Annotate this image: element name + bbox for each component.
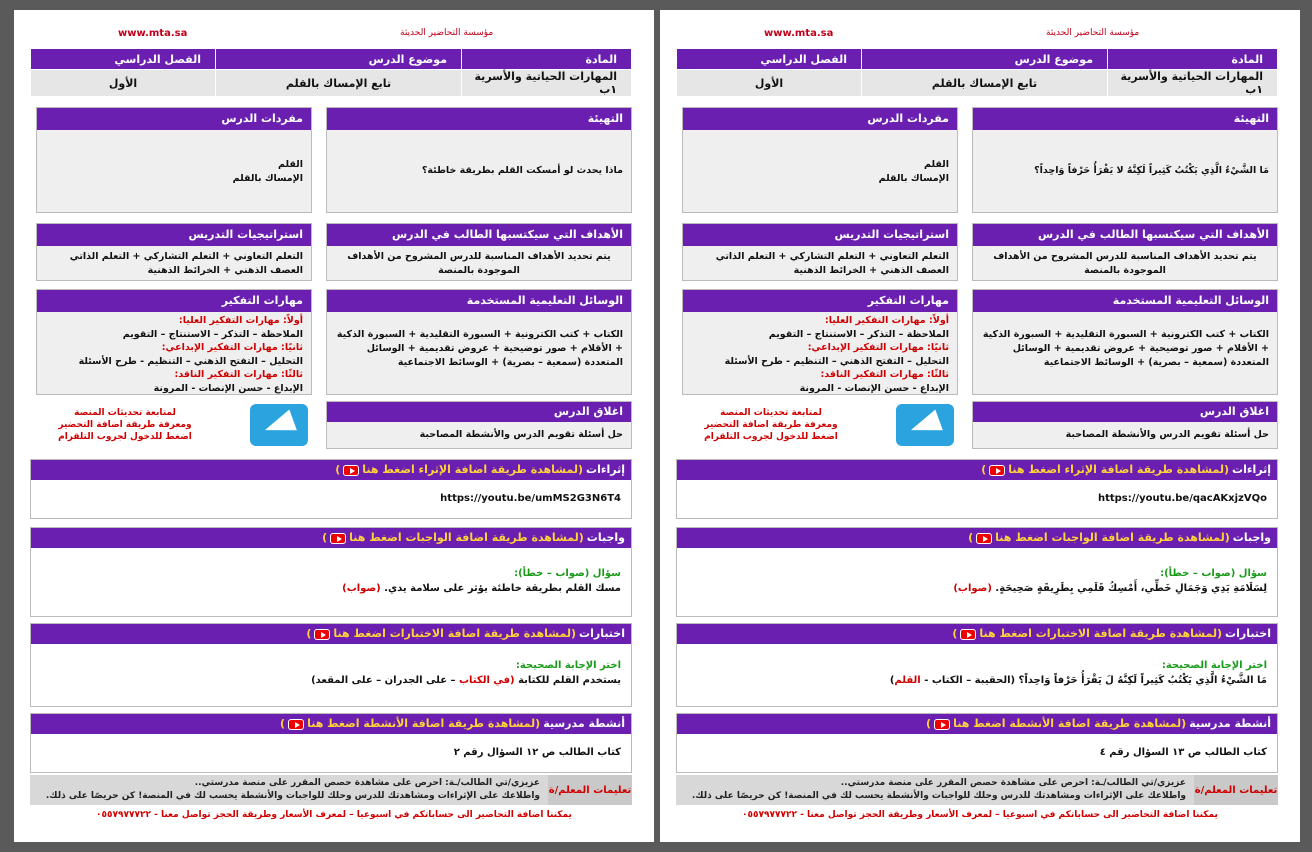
teacher-line: واطلاعك على الإثراءات ومشاهدتك للدرس وحلك للواجبات والأنشطة يحسب لك في المنصة! كن حريصًا على ذلك. (691, 791, 1186, 801)
enrichment-section (30, 459, 632, 519)
topic-value: تابع الإمساك بالقلم (216, 70, 462, 97)
telegram-icon[interactable] (250, 404, 308, 446)
closing-box (326, 401, 632, 449)
teacher-instructions (30, 775, 632, 805)
homework-section (676, 527, 1278, 617)
strategies-line: العصف الذهني + الخرائط الذهنية (793, 265, 949, 276)
org-name: مؤسسة التحاضير الحديثة (1046, 28, 1140, 38)
goals-title: الأهداف التي سيكتسبها الطالب في الدرس (327, 224, 631, 246)
tests-help-link[interactable]: (لمشاهدة طريقة اضافة الاختبارات اضغط هنا (333, 627, 577, 640)
homework-section (30, 527, 632, 617)
paren: ) (952, 627, 958, 640)
hw-question-type: سؤال (صواب – خطأ): (514, 568, 621, 579)
closing-title: اغلاق الدرس (973, 402, 1277, 422)
strategies-box (36, 223, 312, 281)
teacher-line: عزيزي/تي الطالب/ـة: احرص على مشاهدة حصص المقرر على منصة مدرستي.. (194, 778, 540, 788)
strategies-line: العصف الذهني + الخرائط الذهنية (147, 265, 303, 276)
tests-text: مَا الشَّيْءُ الَّذِي يَكْتُبُ كَثِيراً لَكِنَّهُ لَ يَقْرَأُ حَرْفاً وَاحِداً؟ (الحقيبة – الكتاب - (924, 675, 1267, 686)
goals-box (972, 223, 1278, 281)
act-title: أنشطة مدرسية (543, 717, 625, 730)
lesson-page-left (14, 10, 654, 842)
page-header (14, 10, 654, 48)
enrich-url[interactable] (677, 480, 1277, 518)
tests-title: اختبارات (1225, 627, 1271, 640)
lesson-page-right (660, 10, 1300, 842)
activities-section (676, 713, 1278, 773)
enrich-help-link[interactable]: (لمشاهدة طريقة اضافة الإثراء اضغط هنا (1008, 463, 1230, 476)
vocab-item: القلم (278, 159, 303, 170)
teacher-line: واطلاعك على الإثراءات ومشاهدتك للدرس وحلك للواجبات والأنشطة يحسب لك في المنصة! كن حريصًا على ذلك. (45, 791, 540, 801)
paren: ) (981, 463, 987, 476)
enrich-title: إثراءات (1232, 463, 1271, 476)
page-header (660, 10, 1300, 48)
vocab-item: الإمساك بالقلم (878, 173, 949, 184)
teacher-label: تعليمات المعلم/ة (1194, 784, 1278, 796)
media-box (326, 289, 632, 395)
telegram-text: اضغط للدخول لجروب التلقرام (58, 432, 192, 442)
hw-title: واجبات (586, 531, 625, 544)
teacher-instructions (676, 775, 1278, 805)
thinking-heading: ثالثًا: مهارات التفكير الناقد: (174, 369, 303, 380)
semester-label: الفصل الدراسي (31, 49, 216, 70)
telegram-text: اضغط للدخول لجروب التلقرام (704, 432, 838, 442)
youtube-icon[interactable] (343, 465, 359, 476)
paren: ) (968, 531, 974, 544)
website-link[interactable]: www.mta.sa (118, 28, 188, 39)
paren: ) (926, 717, 932, 730)
semester-label: الفصل الدراسي (677, 49, 862, 70)
youtube-icon[interactable] (976, 533, 992, 544)
strategies-line: التعلم التعاوني + التعلم التشاركي + التعلم الذاتي (715, 251, 949, 262)
hw-text: لِسَلَامَةِ يَدِي وَجَمَالِ خَطِّي، أَمْسِكُ قَلَمِي بِطَرِيقَةٍ صَحِيحَةٍ. (995, 583, 1267, 594)
vocab-item: القلم (924, 159, 949, 170)
tests-answer: القلم (894, 675, 921, 686)
enrich-help-link[interactable]: (لمشاهدة طريقة اضافة الإثراء اضغط هنا (362, 463, 584, 476)
youtube-icon[interactable] (330, 533, 346, 544)
youtube-icon[interactable] (288, 719, 304, 730)
warmup-text: ماذا يحدث لو أمسكت القلم بطريقة خاطئة؟ (421, 165, 623, 176)
thinking-text: التحليل – التفتح الذهني – التنظيم - طرح الأسئلة (78, 355, 303, 367)
media-text: الكتاب + كتب الكترونية + السبورة التقليدية + السبورة الذكية + الأقلام + صور توضيحية + عروض تقديمية + الوسائل المتعددة (سمعية – بصرية) + الوسائط الاجتماعية (982, 329, 1269, 368)
paren: ) (322, 531, 328, 544)
media-title: الوسائل التعليمية المستخدمة (973, 290, 1277, 312)
tests-section (676, 623, 1278, 707)
vocab-item: الإمساك بالقلم (232, 173, 303, 184)
tests-text: يستخدم القلم للكتابة (518, 675, 621, 686)
semester-value: الأول (31, 70, 216, 97)
thinking-text: الإبداع - حسن الإنصات - المرونة (799, 382, 949, 394)
hw-title: واجبات (1232, 531, 1271, 544)
topic-value: تابع الإمساك بالقلم (862, 70, 1108, 97)
youtube-icon[interactable] (314, 629, 330, 640)
enrich-url-text[interactable]: https://youtu.be/qacAKxjzVQo (1097, 493, 1267, 504)
closing-text: حل أسئلة تقويم الدرس والأنشطة المصاحبة (419, 429, 623, 440)
tests-help-link[interactable]: (لمشاهدة طريقة اضافة الاختبارات اضغط هنا (979, 627, 1223, 640)
telegram-text: لمتابعة تحديثات المنصة (720, 408, 822, 418)
vocab-title: مفردات الدرس (37, 108, 311, 130)
warmup-title: التهيئة (973, 108, 1277, 130)
telegram-icon[interactable] (896, 404, 954, 446)
enrich-url-text[interactable]: https://youtu.be/umMS2G3N6T4 (440, 493, 621, 504)
tests-question-type: اختر الإجابة الصحيحة: (515, 660, 621, 671)
youtube-icon[interactable] (960, 629, 976, 640)
goals-title: الأهداف التي سيكتسبها الطالب في الدرس (973, 224, 1277, 246)
tests-question-type: اختر الإجابة الصحيحة: (1161, 660, 1267, 671)
activities-section (30, 713, 632, 773)
thinking-heading: ثالثًا: مهارات التفكير الناقد: (820, 369, 949, 380)
teacher-line: عزيزي/تي الطالب/ـة: احرص على مشاهدة حصص المقرر على منصة مدرستي.. (840, 778, 1186, 788)
act-help-link[interactable]: (لمشاهدة طريقة اضافة الأنشطة اضغط هنا (953, 717, 1187, 730)
act-help-link[interactable]: (لمشاهدة طريقة اضافة الأنشطة اضغط هنا (307, 717, 541, 730)
tests-text: ) (889, 675, 895, 686)
strategies-title: استراتيجيات التدريس (37, 224, 311, 246)
closing-title: اغلاق الدرس (327, 402, 631, 422)
telegram-text: ومعرفة طريقة اضافة التحضير (704, 420, 838, 430)
warmup-title: التهيئة (327, 108, 631, 130)
org-name: مؤسسة التحاضير الحديثة (400, 28, 494, 38)
goals-box (326, 223, 632, 281)
media-title: الوسائل التعليمية المستخدمة (327, 290, 631, 312)
act-text: كتاب الطالب ص ١٢ السؤال رقم ٢ (31, 734, 631, 772)
thinking-heading: ثانيًا: مهارات التفكير الإبداعي: (807, 342, 949, 353)
telegram-text: لمتابعة تحديثات المنصة (74, 408, 176, 418)
tests-title: اختبارات (579, 627, 625, 640)
semester-value: الأول (677, 70, 862, 97)
lesson-info-table (30, 48, 632, 97)
thinking-title: مهارات التفكير (37, 290, 311, 312)
teacher-label: تعليمات المعلم/ة (548, 784, 632, 796)
hw-help-link[interactable]: (لمشاهدة طريقة اضافة الواجبات اضغط هنا (995, 531, 1230, 544)
hw-help-link[interactable]: (لمشاهدة طريقة اضافة الواجبات اضغط هنا (349, 531, 584, 544)
media-text: الكتاب + كتب الكترونية + السبورة التقليدية + السبورة الذكية + الأقلام + صور توضيحية + عروض تقديمية + الوسائل المتعددة (سمعية – بصرية) + الوسائط الاجتماعية (336, 329, 623, 368)
thinking-heading: أولاً: مهارات التفكير العليا: (824, 315, 949, 326)
goals-text: يتم تحديد الأهداف المناسبة للدرس المشروح من الأهداف الموجودة بالمنصة (347, 251, 611, 276)
closing-box (972, 401, 1278, 449)
strategies-line: التعلم التعاوني + التعلم التشاركي + التعلم الذاتي (69, 251, 303, 262)
hw-answer: (صواب) (953, 583, 992, 594)
subject-label: المادة (1108, 49, 1278, 70)
telegram-text: ومعرفة طريقة اضافة التحضير (58, 420, 192, 430)
hw-question-type: سؤال (صواب – خطأ): (1160, 568, 1267, 579)
thinking-text: التحليل – التفتح الذهني – التنظيم - طرح الأسئلة (724, 355, 949, 367)
tests-answer: (في الكتاب (459, 675, 515, 686)
thinking-heading: ثانيًا: مهارات التفكير الإبداعي: (161, 342, 303, 353)
warmup-box (326, 107, 632, 213)
subject-value: المهارات الحياتية والأسرية ١ب (462, 70, 632, 97)
thinking-box (682, 289, 958, 395)
hw-answer: (صواب) (342, 583, 381, 594)
thinking-title: مهارات التفكير (683, 290, 957, 312)
subject-label: المادة (462, 49, 632, 70)
strategies-title: استراتيجيات التدريس (683, 224, 957, 246)
thinking-box (36, 289, 312, 395)
enrich-url[interactable] (31, 480, 631, 518)
vocab-box (682, 107, 958, 213)
lesson-info-table (676, 48, 1278, 97)
vocab-title: مفردات الدرس (683, 108, 957, 130)
page-footer: يمكننا اضافة التحاضير الى حساباتكم في اسبوعيا – لمعرف الأسعار وطريقة الحجز تواصل معنا - ٠٥٥٧٩٧٧٧٢٢ (742, 810, 1218, 820)
thinking-heading: أولاً: مهارات التفكير العليا: (178, 315, 303, 326)
thinking-text: الملاحظة – التذكر – الاستنتاج – التقويم (768, 328, 949, 340)
enrichment-section (676, 459, 1278, 519)
paren: ) (335, 463, 341, 476)
hw-text: مسك القلم بطريقة خاطئة يؤثر على سلامة يدي. (384, 583, 621, 594)
topic-label: موضوع الدرس (216, 49, 462, 70)
closing-text: حل أسئلة تقويم الدرس والأنشطة المصاحبة (1065, 429, 1269, 440)
youtube-icon[interactable] (934, 719, 950, 730)
strategies-box (682, 223, 958, 281)
paren: ) (280, 717, 286, 730)
thinking-text: الملاحظة – التذكر – الاستنتاج – التقويم (122, 328, 303, 340)
tests-section (30, 623, 632, 707)
warmup-text: مَا الشَّيْءُ الَّذِي يَكْتُبُ كَثِيراً لَكِنَّهُ لا يَقْرَأُ حَرْفاً وَاحِداً؟ (1034, 165, 1269, 176)
media-box (972, 289, 1278, 395)
enrich-title: إثراءات (586, 463, 625, 476)
website-link[interactable]: www.mta.sa (764, 28, 834, 39)
thinking-text: الإبداع - حسن الإنصات - المرونة (153, 382, 303, 394)
topic-label: موضوع الدرس (862, 49, 1108, 70)
act-title: أنشطة مدرسية (1189, 717, 1271, 730)
warmup-box (972, 107, 1278, 213)
page-footer: يمكننا اضافة التحاضير الى حساباتكم في اسبوعيا – لمعرف الأسعار وطريقة الحجز تواصل معنا - ٠٥٥٧٩٧٧٧٢٢ (96, 810, 572, 820)
goals-text: يتم تحديد الأهداف المناسبة للدرس المشروح من الأهداف الموجودة بالمنصة (993, 251, 1257, 276)
youtube-icon[interactable] (989, 465, 1005, 476)
subject-value: المهارات الحياتية والأسرية ١ب (1108, 70, 1278, 97)
paren: ) (306, 627, 312, 640)
telegram-promo[interactable] (682, 401, 958, 449)
tests-text: – على الجدران – على المقعد) (311, 675, 456, 686)
vocab-box (36, 107, 312, 213)
telegram-promo[interactable] (36, 401, 312, 449)
act-text: كتاب الطالب ص ١٣ السؤال رقم ٤ (677, 734, 1277, 772)
